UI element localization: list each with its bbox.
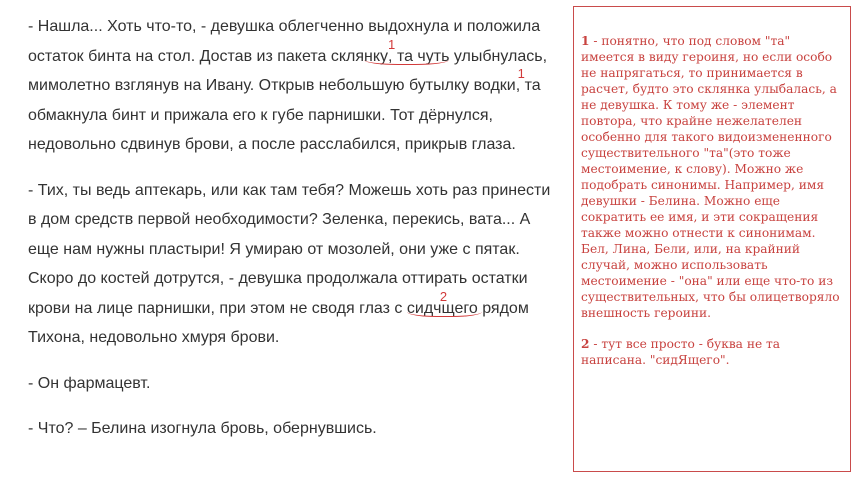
comment-number-1: 1 bbox=[581, 34, 590, 48]
error-number-3: 2 bbox=[439, 288, 448, 304]
comment-text-1: - понятно, что под словом "та" имеется в виду героиня, но если особо не напрягаться, то принимается в расчет, будто это склянка улыбалась, а не девушка. К тому же - элемент повтора, что крайне нежелателен особенно для такого видоизмененного существительного "та"(это тоже местоимение, к слову). Можно же подобрать синонимы. Например, имя девушки - Белина. Можно еще сократить ее имя, и эти сокращения также можно отнести к синонимам. Бел, Лина, Бели, или, на крайний случай, можно использовать местоимение - "она" или еще что-то из существительных, что бы олицетворяло внешность героини. bbox=[581, 34, 840, 320]
story-text bbox=[28, 12, 558, 444]
comment-note-1 bbox=[581, 33, 840, 321]
error-number-1: 1 bbox=[388, 36, 396, 52]
error-mark-2: водки 1 , та обма bbox=[28, 66, 541, 124]
comment-text-2: - тут все просто - буква не та написана. "сидЯщего". bbox=[581, 337, 781, 367]
story-paragraph-4: - Что? – Белина изогнула бровь, обернувшись. bbox=[28, 420, 377, 437]
story-paragraph-3: - Он фармацевт. bbox=[28, 374, 151, 392]
story-paragraph-2: - Тих, ты ведь аптекарь, или как там тебя? Можешь хоть раз принести в дом средств первой необходимости? Зеленка, перекись, вата... А еще нам нужны пластыри! Я умираю от мозолей, они уже с пятак. Скоро до костей дотрутся, - девушка продолжала оттирать остатки крови на лице парнишки, при этом не сводя глаз с сидч 2 щего рядом Тихона, недовольно хмуря брови. bbox=[28, 181, 551, 346]
error-mark-3: сидч 2 щего bbox=[406, 288, 483, 317]
review-comment-box bbox=[573, 6, 851, 472]
comment-note-2 bbox=[581, 336, 840, 368]
story-paragraph-1: - Нашла... Хоть что-то, - девушка облегченно выдохнула и положила остаток бинта на стол. Достав из пакета склянку 1 , та чуть улыбнулась, мимолетно взглянув на Ивану. Открыв небольшую бутылку водки 1 , та обма кнула бинт и прижала его к губе парнишки. Тот дёрнулся, недовольно сдвинув брови, а после расслабился, прикрыв глаза. bbox=[28, 18, 548, 153]
error-mark-1: нку 1 , та чуть bbox=[364, 36, 450, 65]
error-number-2: 1 bbox=[517, 66, 525, 81]
comment-number-2: 2 bbox=[581, 337, 590, 351]
